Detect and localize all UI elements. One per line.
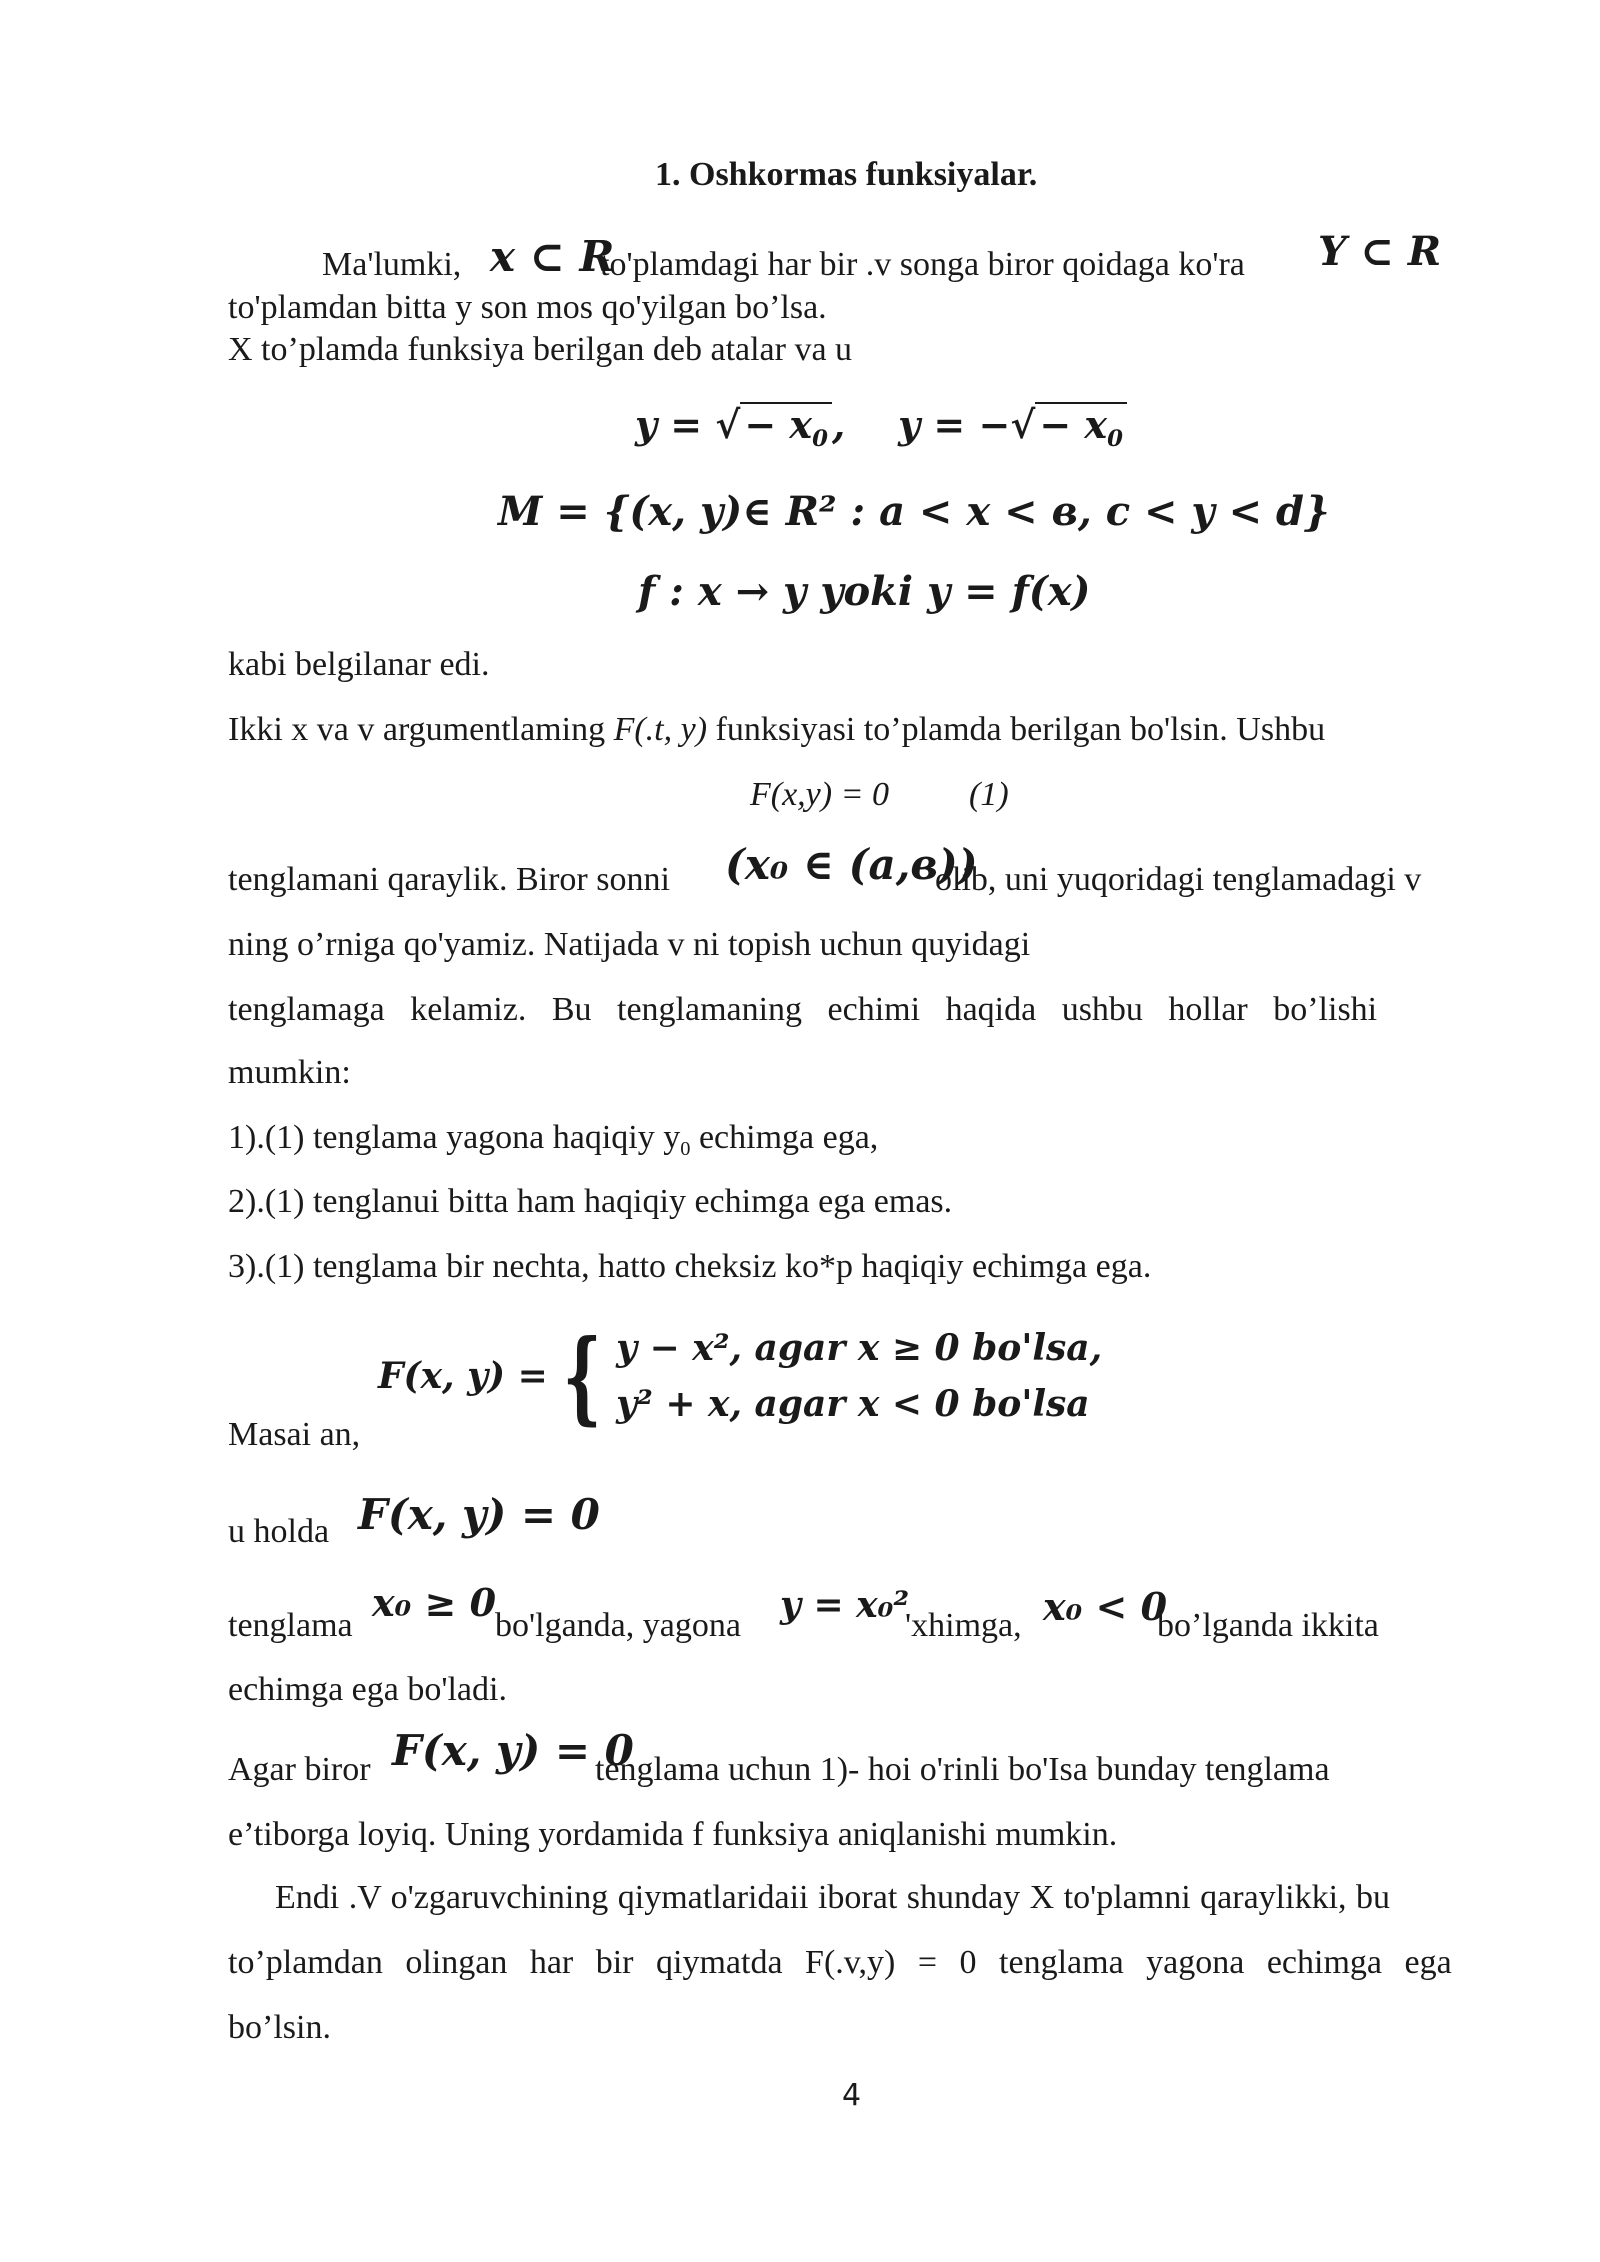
text-ikki: Ikki x va v argumentlaming F(.t, y) funksiyasi to’plamda berilgan bo'lsin. Ushbu	[228, 711, 1326, 748]
list-item-1: 1).(1) tenglama yagona haqiqiy $y_0$ echimga ega,	[228, 1119, 879, 1161]
text-tenglama-uchun: tenglama uchun 1)- hoi o'rinli bo'Isa bunday tenglama	[595, 1751, 1330, 1788]
formula-x-subset-r: x ⊂ R	[490, 232, 615, 281]
text-bolganda-ikkita: bo’lganda ikkita	[1157, 1607, 1379, 1644]
formula-x0-lt-0: x₀ < 0	[1043, 1584, 1168, 1629]
text-olib: olib, uni yuqoridagi tenglamadagi v	[935, 861, 1422, 898]
text-echimga-ega: echimga ega bo'ladi.	[228, 1671, 507, 1708]
text-toplamdan: to'plamdan bitta y son mos qo'yilgan bo’lsa.	[228, 289, 827, 326]
formula-piecewise: F(x, y) = { y − x², agar x ≥ 0 bo'lsa, y² + x, agar x < 0 bo'lsa	[378, 1317, 1103, 1435]
text-agar-biror: Agar biror	[228, 1751, 371, 1788]
text-tenglama: tenglama	[228, 1607, 353, 1644]
text-xhimga: 'xhimga,	[905, 1607, 1022, 1644]
formula-y-subset-r: Y ⊂ R	[1318, 228, 1442, 275]
list-item-3: 3).(1) tenglama bir nechta, hatto cheksiz ko*p haqiqiy echimga ega.	[228, 1248, 1152, 1285]
formula-f-xy-zero: F(x, y) = 0	[392, 1726, 634, 1775]
text-tenglamani: tenglamani qaraylik. Biror sonni	[228, 861, 670, 898]
text-endi-line2: to’plamdan olingan har bir qiymatda F(.v,y) = 0 tenglama yagona echimga ega	[228, 1944, 1452, 1981]
equation-1: F(x,y) = 0 (1)	[750, 776, 1009, 813]
formula-mapping: f : x → y yoki y = f(x)	[638, 568, 1091, 615]
text-bolganda-yagona: bo'lganda, yagona	[495, 1607, 741, 1644]
text-toplamdagi: to'plamdagi har bir .v songa biror qoidaga ko'ra	[600, 246, 1245, 283]
formula-x0-in-interval: (x₀ ∈ (a,в))	[725, 840, 978, 889]
text-u-holda: u holda	[228, 1513, 330, 1550]
text-ning: ning o’rniga qo'yamiz. Natijada v ni topish uchun quyidagi	[228, 926, 1031, 963]
formula-sqrt: y = √ − $x_0$ , y = −√ − $x_0$	[635, 402, 1127, 452]
formula-f-equals-zero: F(x, y) = 0	[358, 1490, 600, 1539]
text-tenglamaga: tenglamaga kelamiz. Bu tenglamaning echimi haqida ushbu hollar bo’lishi	[228, 991, 1378, 1028]
formula-set-m: M = {(x, y)∈ R² : a < x < в, c < y < d}	[498, 488, 1330, 535]
text-endi-line1: Endi .V o'zgaruvchining qiymatlaridaii iborat shunday X to'plamni qaraylikki, bu	[275, 1879, 1391, 1916]
text-masai-an: Masai an,	[228, 1416, 361, 1453]
page-number: 4	[842, 2078, 862, 2113]
section-heading: 1. Oshkormas funksiyalar.	[655, 156, 1038, 193]
text-malumki: Ma'lumki,	[322, 246, 462, 283]
text-mumkin: mumkin:	[228, 1054, 351, 1091]
text-x-toplamda: X to’plamda funksiya berilgan deb atalar va u	[228, 331, 853, 368]
text-endi-line3: bo’lsin.	[228, 2009, 331, 2046]
formula-y-equals-x0-sq: y = x₀²	[780, 1584, 910, 1626]
text-etiborga: e’tiborga loyiq. Uning yordamida f funksiya aniqlanishi mumkin.	[228, 1816, 1118, 1853]
text-kabi: kabi belgilanar edi.	[228, 646, 490, 683]
formula-x0-geq-0: x₀ ≥ 0	[372, 1580, 497, 1625]
list-item-2: 2).(1) tenglanui bitta ham haqiqiy echimga ega emas.	[228, 1183, 953, 1220]
